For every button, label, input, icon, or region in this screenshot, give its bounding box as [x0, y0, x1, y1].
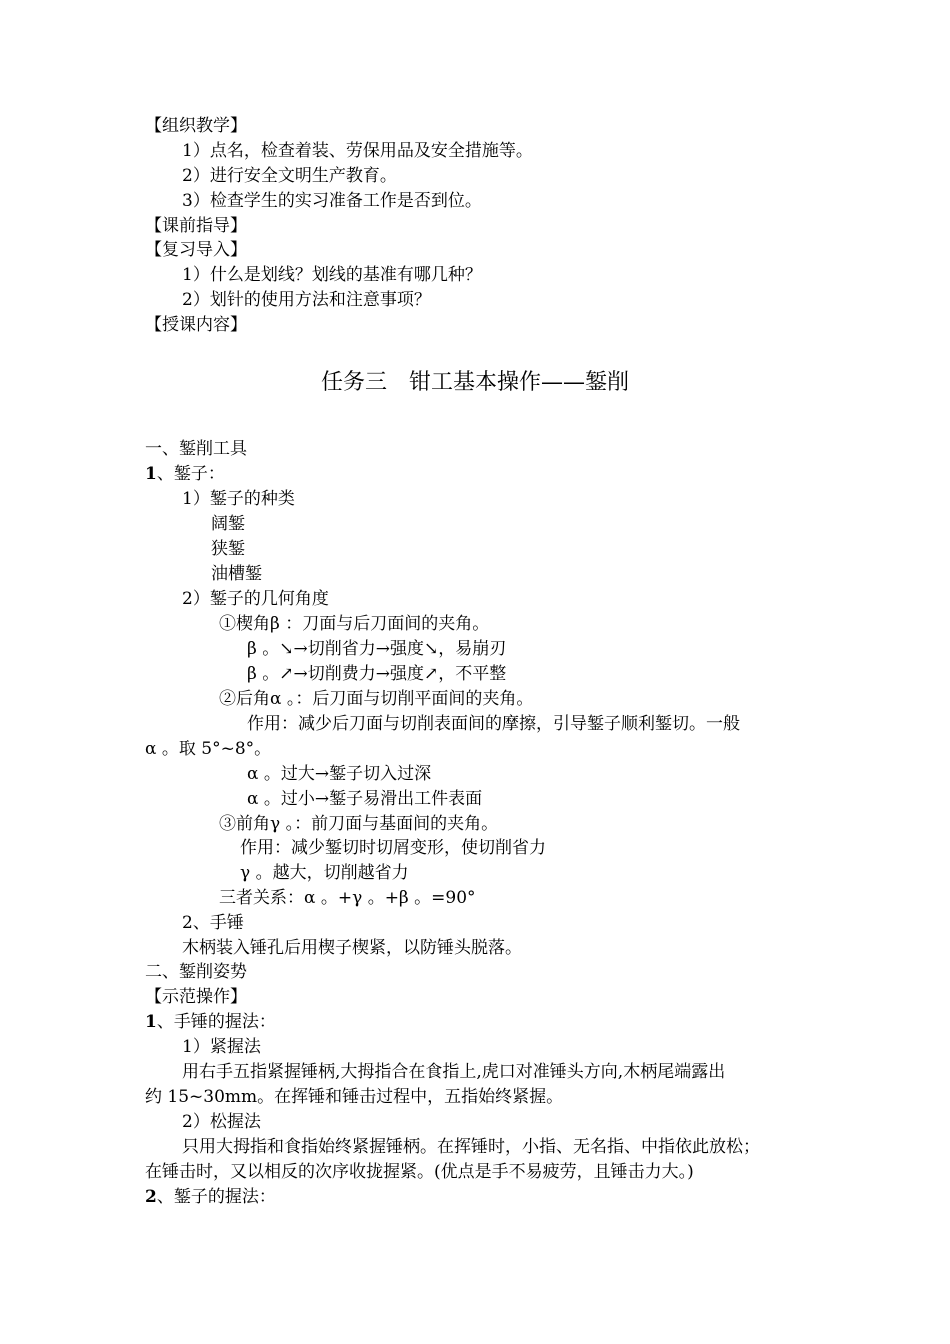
chisel-angles-heading: 2）錾子的几何角度 — [182, 589, 329, 609]
wedge-angle-small: β 。↘→切削省力→强度↘，易崩刃 — [247, 639, 507, 659]
chisel-heading — [145, 464, 225, 484]
review-item-2: 2）划针的使用方法和注意事项？ — [182, 290, 431, 310]
page-title: 任务三 钳工基本操作——錾削 — [320, 370, 629, 395]
hammer-grip-number: 1 — [145, 1012, 157, 1032]
loose-grip-heading: 2）松握法 — [182, 1112, 261, 1132]
wedge-angle-large: β 。↗→切削费力→强度↗，不平整 — [247, 664, 507, 684]
section-1-heading: 一、錾削工具 — [145, 439, 247, 459]
tight-grip-text-line-2: 约 15~30mm。在挥锤和锤击过程中，五指始终紧握。 — [145, 1087, 564, 1107]
tight-grip-text-line-1: 用右手五指紧握锤柄,大拇指合在食指上,虎口对准锤头方向,木柄尾端露出 — [182, 1062, 726, 1082]
rake-angle-use: 作用：减少錾切时切屑变形，使切削省力 — [240, 838, 546, 858]
chisel-grip-number: 2 — [145, 1187, 157, 1207]
chisel-type-2: 狭錾 — [211, 539, 245, 559]
org-item-1: 1）点名，检查着装、劳保用品及安全措施等。 — [182, 141, 533, 161]
angle-relation: 三者关系：α 。+γ 。+β 。=90° — [219, 888, 476, 908]
tight-grip-heading: 1）紧握法 — [182, 1037, 261, 1057]
chisel-label: 、錾子： — [156, 464, 225, 484]
demo-heading: 【示范操作】 — [145, 987, 247, 1007]
clearance-angle-use-line-2: α 。取 5°~8°。 — [145, 739, 272, 759]
review-item-1: 1）什么是划线？划线的基准有哪几种？ — [182, 265, 482, 285]
hammer-grip-heading — [145, 1012, 276, 1032]
clearance-angle-small: α 。过小→錾子易滑出工件表面 — [247, 789, 483, 809]
chisel-type-3: 油槽錾 — [211, 564, 262, 584]
clearance-angle-use-line-1: 作用：减少后刀面与切削表面间的摩擦，引导錾子顺利錾切。一般 — [247, 714, 740, 734]
hammer-grip-label: 、手锤的握法： — [156, 1012, 276, 1032]
chisel-types-heading: 1）錾子的种类 — [182, 489, 295, 509]
guide-heading: 【课前指导】 — [145, 216, 247, 236]
clearance-angle-definition: ②后角α 。：后刀面与切削平面间的夹角。 — [219, 689, 534, 709]
hammer-heading: 2、手锤 — [182, 913, 244, 933]
loose-grip-text-line-2: 在锤击时，又以相反的次序收拢握紧。(优点是手不易疲劳，且锤击力大。) — [145, 1162, 694, 1182]
rake-angle-note: γ 。越大，切削越省力 — [240, 863, 409, 883]
chisel-number: 1 — [145, 464, 157, 484]
clearance-angle-large: α 。过大→錾子切入过深 — [247, 764, 432, 784]
section-2-heading: 二、錾削姿势 — [145, 962, 247, 982]
chisel-grip-label: 、錾子的握法： — [156, 1187, 276, 1207]
org-heading: 【组织教学】 — [145, 116, 247, 136]
org-item-3: 3）检查学生的实习准备工作是否到位。 — [182, 191, 482, 211]
content-heading: 【授课内容】 — [145, 315, 247, 335]
chisel-type-1: 阔錾 — [211, 514, 245, 534]
hammer-text: 木柄装入锤孔后用楔子楔紧，以防锤头脱落。 — [182, 938, 522, 958]
wedge-angle-definition: ①楔角β ：刀面与后刀面间的夹角。 — [219, 614, 490, 634]
review-heading: 【复习导入】 — [145, 240, 247, 260]
chisel-grip-heading — [145, 1187, 276, 1207]
org-item-2: 2）进行安全文明生产教育。 — [182, 166, 397, 186]
loose-grip-text-line-1: 只用大拇指和食指始终紧握锤柄。在挥锤时，小指、无名指、中指依此放松； — [182, 1137, 760, 1157]
rake-angle-definition: ③前角γ 。：前刀面与基面间的夹角。 — [219, 814, 499, 834]
